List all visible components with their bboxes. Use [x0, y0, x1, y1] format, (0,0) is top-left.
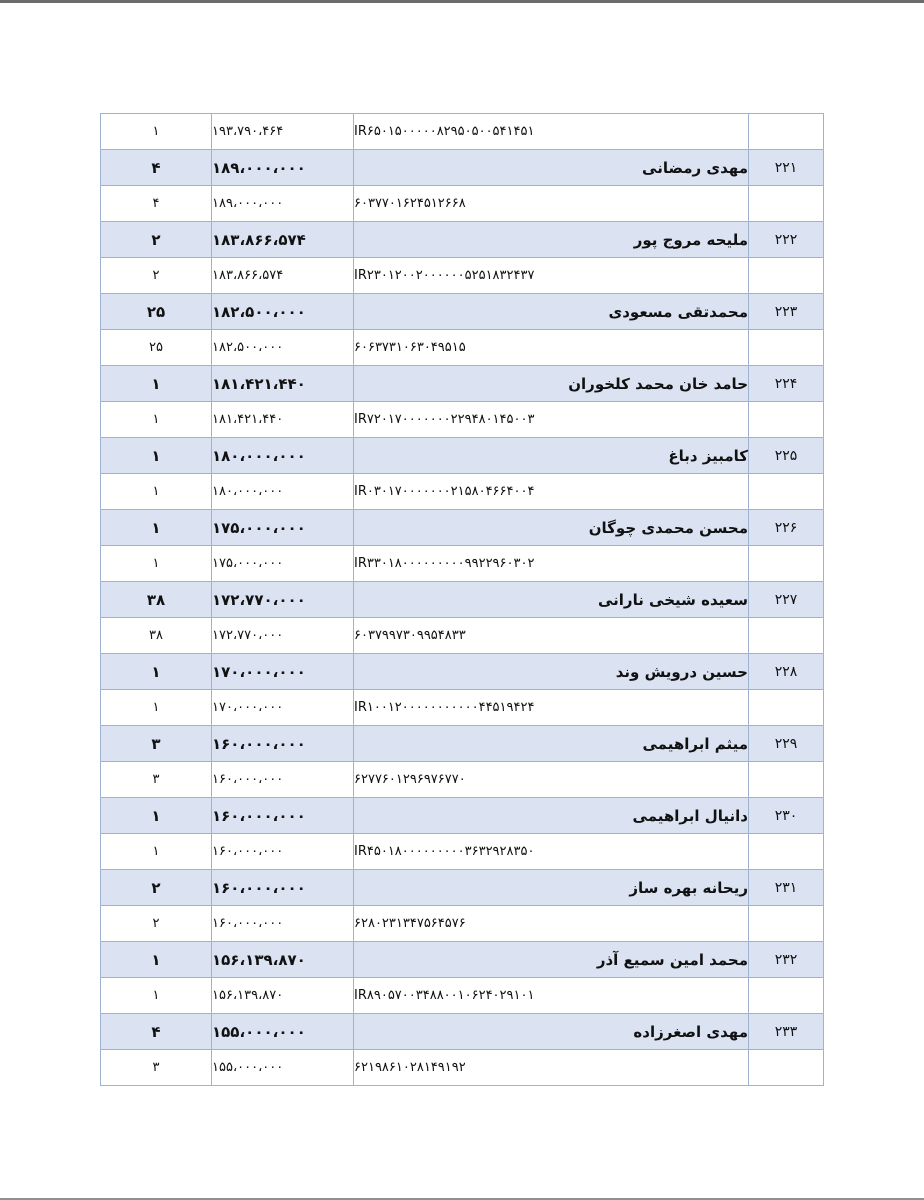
account-number-cell: IR۰۳۰۱۷۰۰۰۰۰۰۰۲۱۵۸۰۴۶۶۴۰۰۴: [354, 474, 749, 510]
count-cell: ۱: [101, 834, 212, 870]
person-summary-row: [101, 654, 824, 690]
row-number-cell: [749, 546, 824, 582]
account-detail-row: [101, 474, 824, 510]
row-number-cell: [749, 690, 824, 726]
row-number-cell: [749, 114, 824, 150]
account-detail-row: [101, 330, 824, 366]
name-cell: مهدی رمضانی: [354, 150, 749, 186]
amount-cell: ۱۵۵،۰۰۰،۰۰۰: [212, 1014, 354, 1050]
count-cell: ۱: [101, 510, 212, 546]
person-summary-row: [101, 366, 824, 402]
name-cell: حسین درویش وند: [354, 654, 749, 690]
row-number-cell: ۲۲۸: [749, 654, 824, 690]
amount-cell: ۱۸۲،۵۰۰،۰۰۰: [212, 294, 354, 330]
account-number-cell: ۶۲۷۷۶۰۱۲۹۶۹۷۶۷۷۰: [354, 762, 749, 798]
row-number-cell: ۲۲۱: [749, 150, 824, 186]
name-cell: کامبیز دباغ: [354, 438, 749, 474]
person-summary-row: [101, 1014, 824, 1050]
amount-cell: ۱۷۲،۷۷۰،۰۰۰: [212, 618, 354, 654]
account-number-cell: ۶۰۶۳۷۳۱۰۶۳۰۴۹۵۱۵: [354, 330, 749, 366]
count-cell: ۱: [101, 798, 212, 834]
person-summary-row: [101, 798, 824, 834]
account-detail-row: [101, 618, 824, 654]
row-number-cell: ۲۲۵: [749, 438, 824, 474]
amount-cell: ۱۸۰،۰۰۰،۰۰۰: [212, 438, 354, 474]
amount-cell: ۱۸۱،۴۲۱،۴۴۰: [212, 366, 354, 402]
amount-cell: ۱۸۳،۸۶۶،۵۷۴: [212, 222, 354, 258]
account-number-cell: IR۱۰۰۱۲۰۰۰۰۰۰۰۰۰۰۰۴۴۵۱۹۴۲۴: [354, 690, 749, 726]
count-cell: ۲: [101, 222, 212, 258]
account-number-cell: IR۷۲۰۱۷۰۰۰۰۰۰۰۲۲۹۴۸۰۱۴۵۰۰۳: [354, 402, 749, 438]
row-number-cell: ۲۳۱: [749, 870, 824, 906]
account-number-cell: IR۶۵۰۱۵۰۰۰۰۰۸۲۹۵۰۵۰۰۵۴۱۴۵۱: [354, 114, 749, 150]
row-number-cell: ۲۲۷: [749, 582, 824, 618]
count-cell: ۲: [101, 258, 212, 294]
amount-cell: ۱۷۵،۰۰۰،۰۰۰: [212, 510, 354, 546]
count-cell: ۱: [101, 654, 212, 690]
count-cell: ۴: [101, 186, 212, 222]
account-detail-row: [101, 906, 824, 942]
count-cell: ۱: [101, 474, 212, 510]
row-number-cell: ۲۲۲: [749, 222, 824, 258]
account-number-cell: ۶۲۸۰۲۳۱۳۴۷۵۶۴۵۷۶: [354, 906, 749, 942]
name-cell: محسن محمدی چوگان: [354, 510, 749, 546]
amount-cell: ۱۶۰،۰۰۰،۰۰۰: [212, 798, 354, 834]
amount-cell: ۱۷۰،۰۰۰،۰۰۰: [212, 690, 354, 726]
amount-cell: ۱۶۰،۰۰۰،۰۰۰: [212, 870, 354, 906]
count-cell: ۱: [101, 690, 212, 726]
person-summary-row: [101, 582, 824, 618]
count-cell: ۱: [101, 366, 212, 402]
amount-cell: ۱۵۶،۱۳۹،۸۷۰: [212, 942, 354, 978]
person-summary-row: [101, 294, 824, 330]
count-cell: ۳: [101, 1050, 212, 1086]
account-number-cell: ۶۰۳۷۷۰۱۶۲۴۵۱۲۶۶۸: [354, 186, 749, 222]
count-cell: ۴: [101, 150, 212, 186]
amount-cell: ۱۵۶،۱۳۹،۸۷۰: [212, 978, 354, 1014]
count-cell: ۱: [101, 978, 212, 1014]
person-summary-row: [101, 510, 824, 546]
amount-cell: ۱۶۰،۰۰۰،۰۰۰: [212, 726, 354, 762]
count-cell: ۲۵: [101, 330, 212, 366]
row-number-cell: [749, 330, 824, 366]
row-number-cell: [749, 906, 824, 942]
person-summary-row: [101, 438, 824, 474]
name-cell: میثم ابراهیمی: [354, 726, 749, 762]
account-number-cell: ۶۲۱۹۸۶۱۰۲۸۱۴۹۱۹۲: [354, 1050, 749, 1086]
account-number-cell: IR۸۹۰۵۷۰۰۳۴۸۸۰۰۱۰۶۲۴۰۲۹۱۰۱: [354, 978, 749, 1014]
account-detail-row: [101, 1050, 824, 1086]
account-detail-row: [101, 834, 824, 870]
amount-cell: ۱۸۹،۰۰۰،۰۰۰: [212, 150, 354, 186]
count-cell: ۱: [101, 114, 212, 150]
account-detail-row: [101, 114, 824, 150]
row-number-cell: [749, 402, 824, 438]
count-cell: ۴: [101, 1014, 212, 1050]
account-number-cell: ۶۰۳۷۹۹۷۳۰۹۹۵۴۸۳۳: [354, 618, 749, 654]
name-cell: دانیال ابراهیمی: [354, 798, 749, 834]
row-number-cell: ۲۳۲: [749, 942, 824, 978]
name-cell: ملیحه مروج پور: [354, 222, 749, 258]
row-number-cell: [749, 186, 824, 222]
account-detail-row: [101, 258, 824, 294]
row-number-cell: [749, 978, 824, 1014]
person-summary-row: [101, 222, 824, 258]
top-edge-bar: [0, 0, 924, 3]
amount-cell: ۱۵۵،۰۰۰،۰۰۰: [212, 1050, 354, 1086]
row-number-cell: ۲۲۹: [749, 726, 824, 762]
count-cell: ۲: [101, 906, 212, 942]
amount-cell: ۱۶۰،۰۰۰،۰۰۰: [212, 906, 354, 942]
payment-table: [100, 113, 824, 1086]
row-number-cell: ۲۲۳: [749, 294, 824, 330]
account-detail-row: [101, 978, 824, 1014]
count-cell: ۳۸: [101, 618, 212, 654]
person-summary-row: [101, 870, 824, 906]
person-summary-row: [101, 942, 824, 978]
person-summary-row: [101, 726, 824, 762]
payment-table-body: [101, 114, 824, 1086]
row-number-cell: [749, 762, 824, 798]
row-number-cell: [749, 258, 824, 294]
count-cell: ۳۸: [101, 582, 212, 618]
amount-cell: ۱۶۰،۰۰۰،۰۰۰: [212, 762, 354, 798]
amount-cell: ۱۸۹،۰۰۰،۰۰۰: [212, 186, 354, 222]
count-cell: ۳: [101, 726, 212, 762]
name-cell: ریحانه بهره ساز: [354, 870, 749, 906]
account-number-cell: IR۲۳۰۱۲۰۰۲۰۰۰۰۰۰۵۲۵۱۸۳۲۴۳۷: [354, 258, 749, 294]
account-detail-row: [101, 402, 824, 438]
amount-cell: ۱۷۵،۰۰۰،۰۰۰: [212, 546, 354, 582]
account-detail-row: [101, 186, 824, 222]
amount-cell: ۱۸۰،۰۰۰،۰۰۰: [212, 474, 354, 510]
count-cell: ۱: [101, 438, 212, 474]
count-cell: ۲۵: [101, 294, 212, 330]
account-detail-row: [101, 762, 824, 798]
amount-cell: ۱۶۰،۰۰۰،۰۰۰: [212, 834, 354, 870]
row-number-cell: [749, 1050, 824, 1086]
row-number-cell: ۲۳۰: [749, 798, 824, 834]
count-cell: ۱: [101, 402, 212, 438]
count-cell: ۳: [101, 762, 212, 798]
account-number-cell: IR۳۳۰۱۸۰۰۰۰۰۰۰۰۰۹۹۲۲۹۶۰۳۰۲: [354, 546, 749, 582]
amount-cell: ۱۹۳،۷۹۰،۴۶۴: [212, 114, 354, 150]
count-cell: ۱: [101, 546, 212, 582]
row-number-cell: ۲۲۴: [749, 366, 824, 402]
account-number-cell: IR۴۵۰۱۸۰۰۰۰۰۰۰۰۰۳۶۳۲۹۲۸۳۵۰: [354, 834, 749, 870]
amount-cell: ۱۸۱،۴۲۱،۴۴۰: [212, 402, 354, 438]
account-detail-row: [101, 690, 824, 726]
row-number-cell: [749, 618, 824, 654]
person-summary-row: [101, 150, 824, 186]
row-number-cell: [749, 834, 824, 870]
amount-cell: ۱۷۲،۷۷۰،۰۰۰: [212, 582, 354, 618]
name-cell: محمدتقی مسعودی: [354, 294, 749, 330]
row-number-cell: ۲۲۶: [749, 510, 824, 546]
account-detail-row: [101, 546, 824, 582]
name-cell: سعیده شیخی نارانی: [354, 582, 749, 618]
amount-cell: ۱۷۰،۰۰۰،۰۰۰: [212, 654, 354, 690]
amount-cell: ۱۸۳،۸۶۶،۵۷۴: [212, 258, 354, 294]
amount-cell: ۱۸۲،۵۰۰،۰۰۰: [212, 330, 354, 366]
row-number-cell: ۲۳۳: [749, 1014, 824, 1050]
name-cell: مهدی اصغرزاده: [354, 1014, 749, 1050]
row-number-cell: [749, 474, 824, 510]
count-cell: ۲: [101, 870, 212, 906]
name-cell: محمد امین سمیع آذر: [354, 942, 749, 978]
name-cell: حامد خان محمد کلخوران: [354, 366, 749, 402]
count-cell: ۱: [101, 942, 212, 978]
